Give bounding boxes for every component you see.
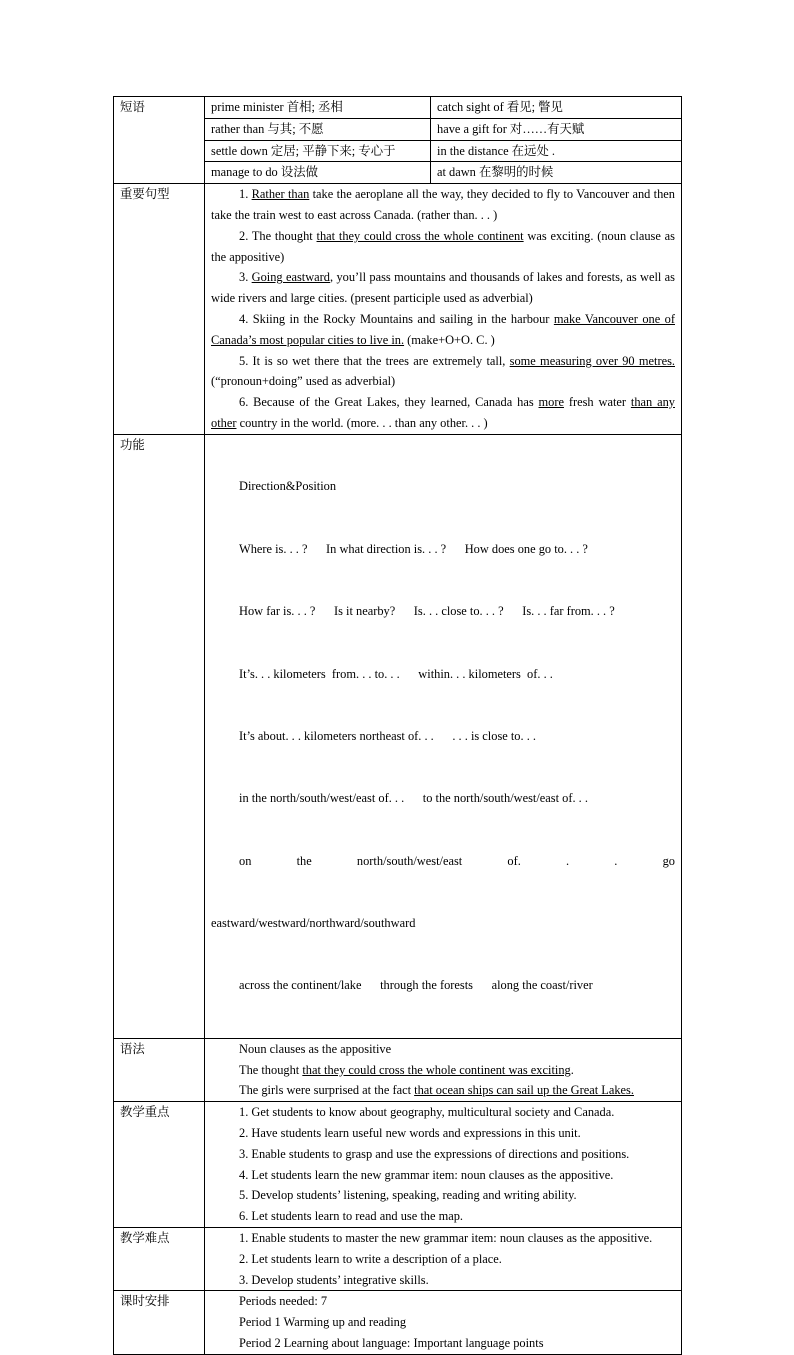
phrase-cell: rather than 与其; 不愿	[205, 118, 431, 140]
function-line: It’s. . . kilometers from. . . to. . . within. . . kilometers of. . .	[239, 666, 553, 681]
difficulty-item: 1. Enable students to master the new grammar item: noun clauses as the appositive.	[239, 1231, 653, 1246]
phrase-cell: have a gift for 对……有天赋	[431, 118, 682, 140]
sentences-content	[205, 184, 682, 435]
grammar-row	[114, 1038, 682, 1101]
sentence-item: 2. The thought that they could cross the whole continent was exciting. (noun clause as the appositive)	[211, 228, 675, 264]
sentence-item: 4. Skiing in the Rocky Mountains and sailing in the harbour make Vancouver one of Canada’s most popular cities to live in. (make+O+O. C. )	[211, 311, 675, 347]
function-line-justified: on the north/south/west/east of. . . go	[239, 853, 675, 868]
key-point-item: 5. Develop students’ listening, speaking, reading and writing ability.	[239, 1188, 577, 1203]
difficulties-row	[114, 1228, 682, 1291]
sentence-item: 3. Going eastward, you’ll pass mountains and thousands of lakes and forests, as well as wide rivers and large cities. (present participle used as adverbial)	[211, 270, 676, 306]
key-point-item: 1. Get students to know about geography, multicultural society and Canada.	[239, 1105, 615, 1120]
functions-content	[205, 434, 682, 1038]
phrase-cell: settle down 定居; 平静下来; 专心于	[205, 140, 431, 162]
key-point-item: 3. Enable students to grasp and use the expressions of directions and positions.	[239, 1146, 630, 1161]
schedule-item: Periods needed: 7	[239, 1294, 328, 1309]
difficulty-item: 2. Let students learn to write a description of a place.	[239, 1251, 502, 1266]
phrases-label: 短语	[114, 97, 205, 184]
key-point-item: 4. Let students learn the new grammar item: noun clauses as the appositive.	[239, 1167, 614, 1182]
difficulties-content	[205, 1228, 682, 1291]
functions-label: 功能	[114, 434, 205, 1038]
function-line: How far is. . . ? Is it nearby? Is. . . close to. . . ? Is. . . far from. . . ?	[239, 604, 615, 619]
sentence-item: 5. It is so wet there that the trees are extremely tall, some measuring over 90 metres. (“pronoun+doing” used as adverbial)	[211, 353, 675, 389]
sentences-row	[114, 184, 682, 435]
grammar-example: The thought that they could cross the whole continent was exciting.	[239, 1062, 574, 1077]
phrase-cell: prime minister 首相; 丞相	[205, 97, 431, 119]
functions-row	[114, 434, 682, 1038]
function-line: eastward/westward/northward/southward	[211, 916, 416, 931]
function-line: Where is. . . ? In what direction is. . . ? How does one go to. . . ?	[239, 541, 588, 556]
schedule-content	[205, 1291, 682, 1354]
grammar-label: 语法	[114, 1038, 205, 1101]
function-line: across the continent/lake through the forests along the coast/river	[239, 978, 593, 993]
grammar-example: The girls were surprised at the fact that ocean ships can sail up the Great Lakes.	[239, 1083, 634, 1098]
key-point-item: 2. Have students learn useful new words and expressions in this unit.	[239, 1126, 581, 1141]
grammar-content	[205, 1038, 682, 1101]
sentences-label: 重要句型	[114, 184, 205, 435]
phrase-cell: at dawn 在黎明的时候	[431, 162, 682, 184]
lesson-plan-table	[113, 96, 682, 1355]
function-line: Direction&Position	[239, 479, 337, 494]
sentence-item: 1. Rather than take the aeroplane all the way, they decided to fly to Vancouver and then take the train west to east across Canada. (rather than. . . )	[211, 187, 675, 222]
schedule-label: 课时安排	[114, 1291, 205, 1354]
schedule-row	[114, 1291, 682, 1354]
schedule-item: Period 1 Warming up and reading	[239, 1315, 407, 1330]
phrase-cell: in the distance 在远处 .	[431, 140, 682, 162]
function-line: It’s about. . . kilometers northeast of. . . . . . is close to. . .	[239, 728, 536, 743]
difficulty-item: 3. Develop students’ integrative skills.	[239, 1272, 429, 1287]
key-points-label: 教学重点	[114, 1102, 205, 1228]
function-line: in the north/south/west/east of. . . to the north/south/west/east of. . .	[239, 791, 588, 806]
grammar-title: Noun clauses as the appositive	[239, 1041, 392, 1056]
difficulties-label: 教学难点	[114, 1228, 205, 1291]
schedule-item: Period 2 Learning about language: Important language points	[239, 1336, 544, 1351]
phrase-cell: catch sight of 看见; 瞥见	[431, 97, 682, 119]
key-point-item: 6. Let students learn to read and use the map.	[239, 1209, 463, 1224]
phrase-cell: manage to do 设法做	[205, 162, 431, 184]
key-points-row	[114, 1102, 682, 1228]
phrases-row	[114, 97, 682, 119]
sentence-item: 6. Because of the Great Lakes, they learned, Canada has more fresh water than any other country in the world. (more. . . than any other. . . )	[211, 395, 675, 430]
key-points-content	[205, 1102, 682, 1228]
